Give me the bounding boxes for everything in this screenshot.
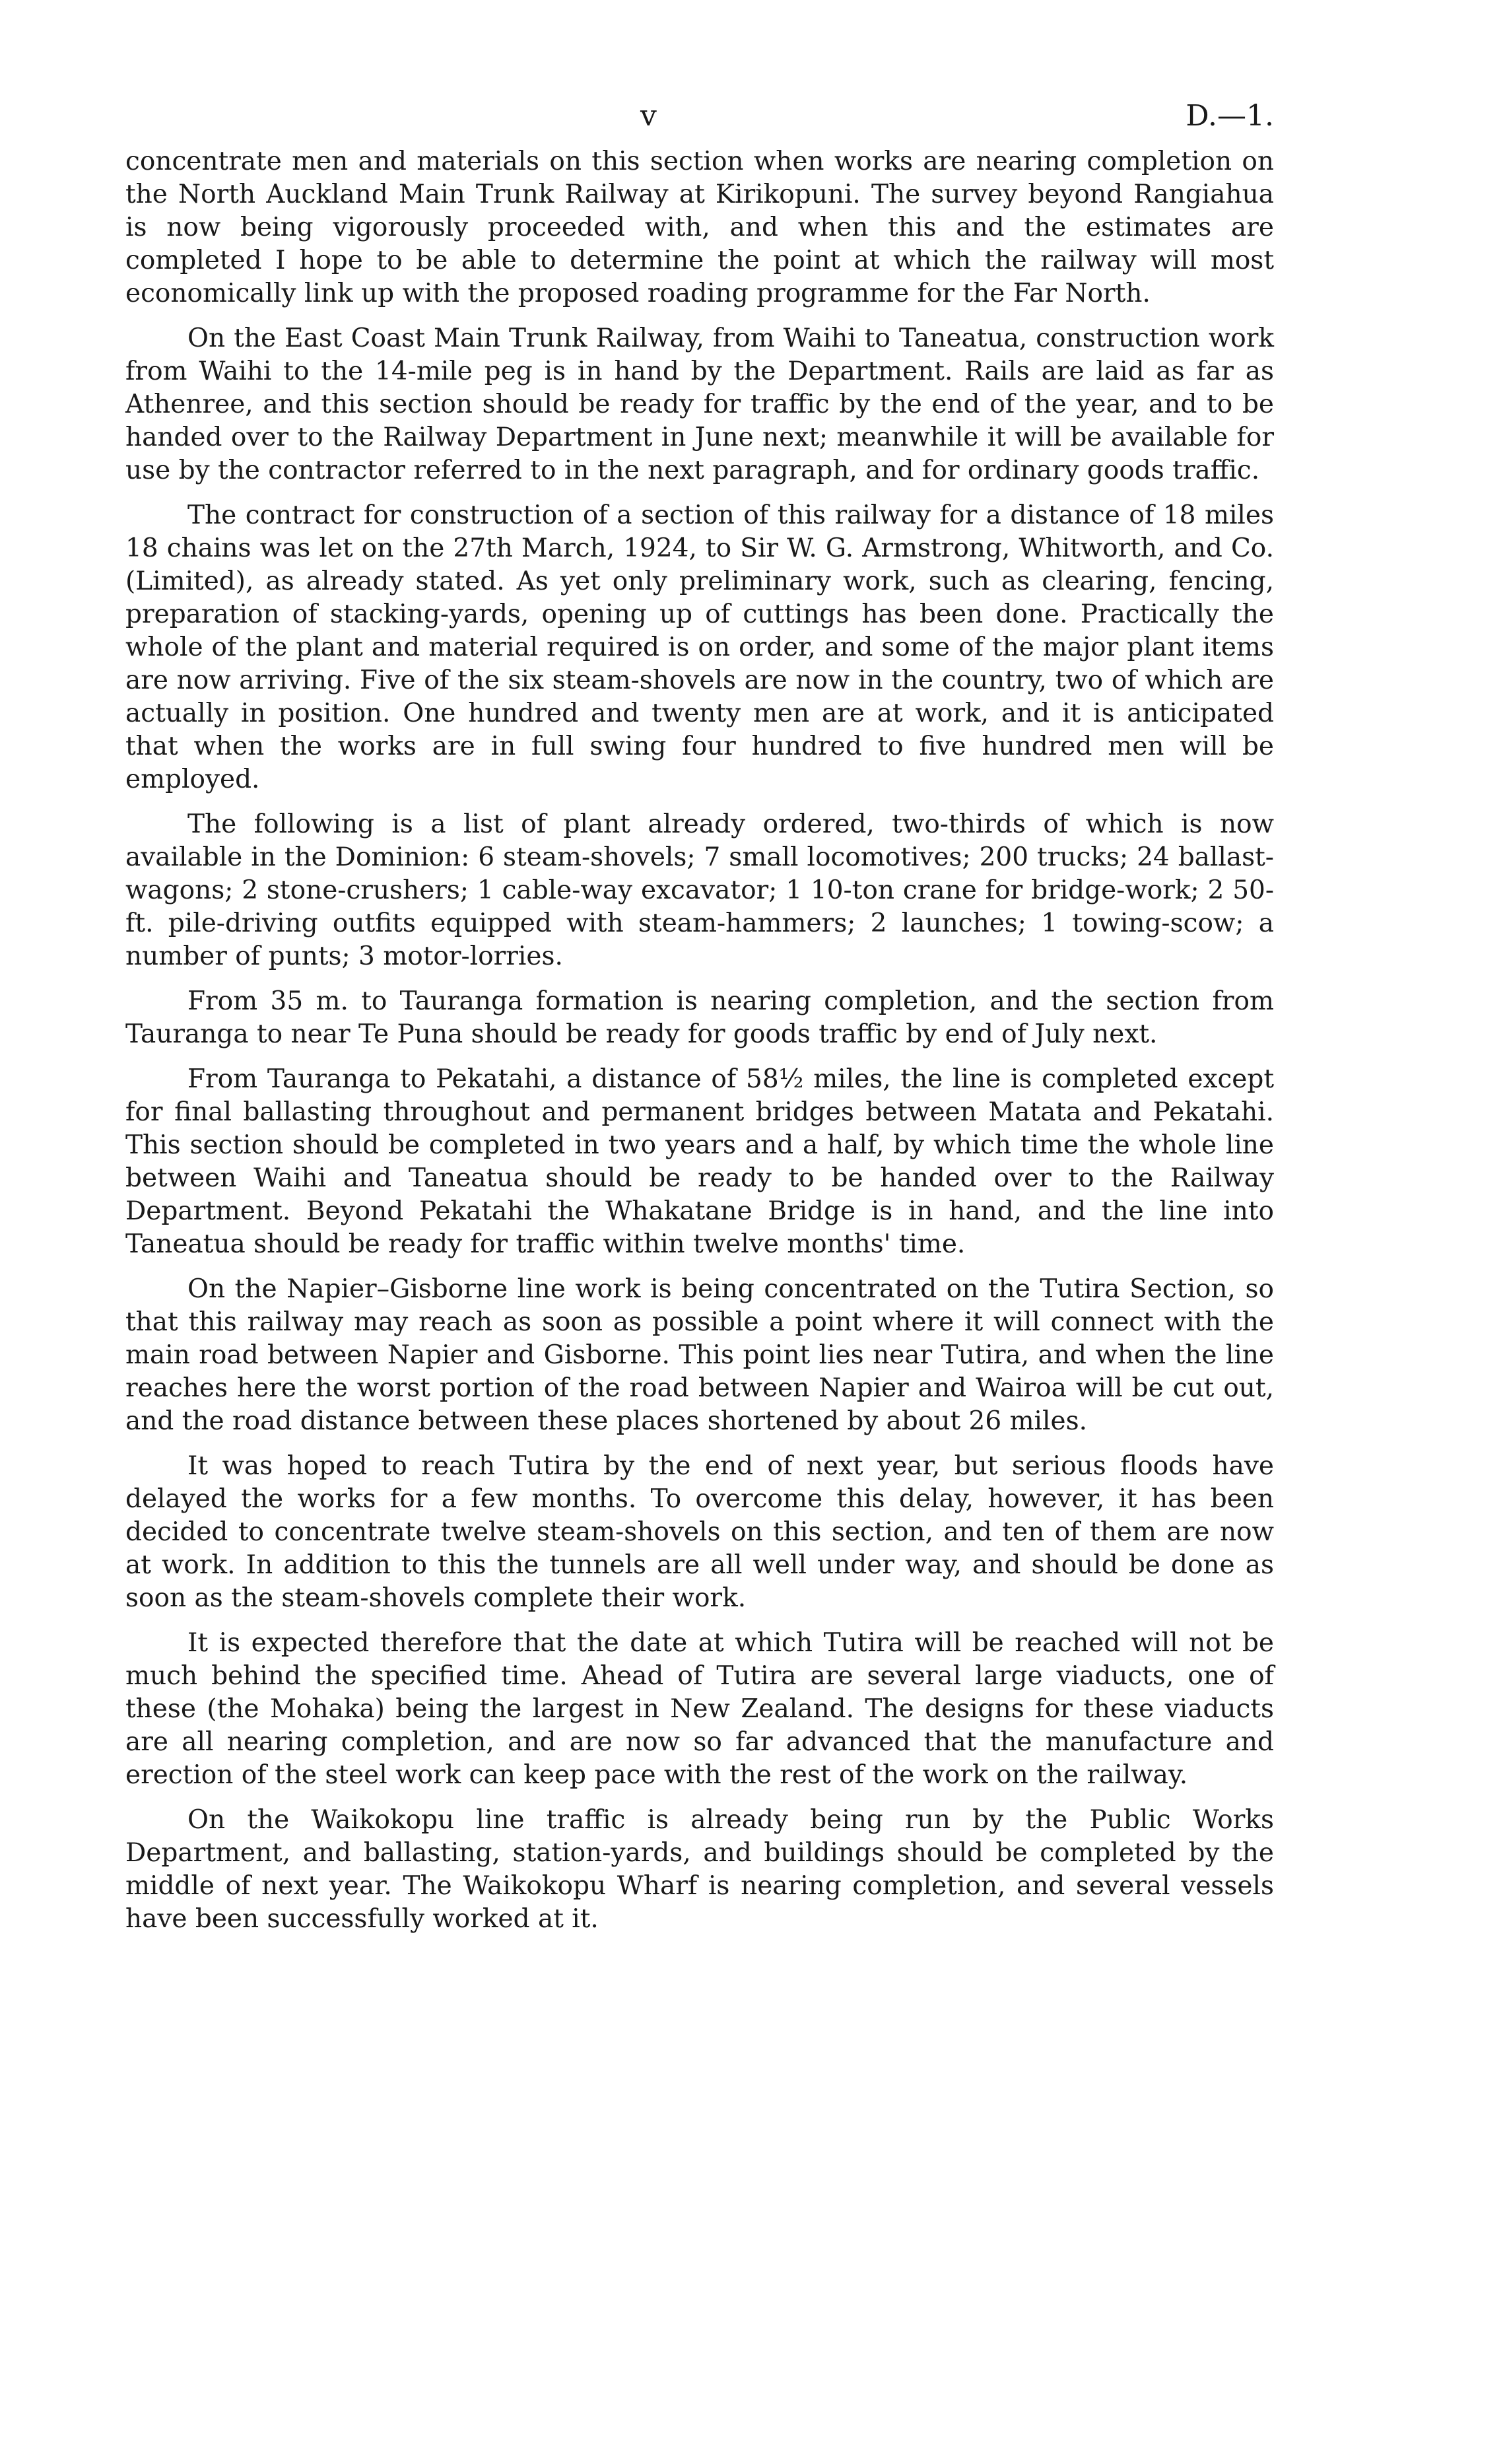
paragraph-waikokopu: On the Waikokopu line traffic is already being run by the Public Works Department, and ballasting, station-yards, and buildings should be completed by the middle of next year. The Waikokopu Wharf is nearing completion, and several vessels have been successfully worked at it. (125, 1805, 1274, 1934)
paragraph-continuation: concentrate men and materials on this section when works are nearing completion on the North Auckland Main Trunk Railway at Kirikopuni. The survey beyond Rangiahua is now being vigorously proceeded with, and when this and the estimates are completed I hope to be able to determine the point at which the railway will most economically link up with the proposed roading programme for the Far North. (125, 147, 1274, 308)
paragraph-tutira-floods: It was hoped to reach Tutira by the end of next year, but serious floods have delayed the works for a few months. To overcome this delay, however, it has been decided to concentrate twelve steam-shovels on this section, and ten of them are now at work. In addition to this the tunnels are all well under way, and should be done as soon as the steam-shovels complete their work. (125, 1451, 1274, 1613)
paragraph-armstrong-contract: The contract for construction of a section of this railway for a distance of 18 miles 18 chains was let on the 27th March, 1924, to Sir W. G. Armstrong, Whitworth, and Co. (Limited), as already stated. As yet only preliminary work, such as clearing, fencing, preparation of stacking-yards, opening up of cuttings has been done. Practically the whole of the plant and material required is on order, and some of the major plant items are now arriving. Five of the six steam-shovels are now in the country, two of which are actually in position. One hundred and twenty men are at work, and it is anticipated that when the works are in full swing four hundred to five hundred men will be employed. (125, 500, 1274, 794)
document-reference: D.—1. (1186, 99, 1274, 133)
paragraph-east-coast-railway: On the East Coast Main Trunk Railway, from Waihi to Taneatua, construction work from Waihi to the 14-mile peg is in hand by the Department. Rails are laid as far as Athenree, and this section should be ready for traffic by the end of the year, and to be handed over to the Railway Department in June next; meanwhile it will be available for use by the contractor referred to in the next paragraph, and for ordinary goods traffic. (125, 324, 1274, 485)
paragraph-tauranga-formation: From 35 m. to Tauranga formation is nearing completion, and the section from Tauranga to near Te Puna should be ready for goods traffic by end of July next. (125, 986, 1274, 1049)
paragraph-napier-gisborne: On the Napier–Gisborne line work is being concentrated on the Tutira Section, so that this railway may reach as soon as possible a point where it will connect with the main road between Napier and Gisborne. This point lies near Tutira, and when the line reaches here the worst portion of the road between Napier and Wairoa will be cut out, and the road distance between these places shortened by about 26 miles. (125, 1274, 1274, 1436)
paragraph-plant-list: The following is a list of plant already ordered, two-thirds of which is now available in the Dominion: 6 steam-shovels; 7 small locomotives; 200 trucks; 24 ballast-wagons; 2 stone-crushers; 1 cable-way excavator; 1 10-ton crane for bridge-work; 2 50-ft. pile-driving outfits equipped with steam-hammers; 2 launches; 1 towing-scow; a number of punts; 3 motor-lorries. (125, 809, 1274, 971)
document-page (125, 92, 1274, 1948)
paragraph-viaducts: It is expected therefore that the date at which Tutira will be reached will not be much behind the specified time. Ahead of Tutira are several large viaducts, one of these (the Mohaka) being the largest in New Zealand. The designs for these viaducts are all nearing completion, and are now so far advanced that the manufacture and erection of the steel work can keep pace with the rest of the work on the railway. (125, 1628, 1274, 1790)
page-number: v (640, 99, 658, 133)
paragraph-tauranga-pekatahi: From Tauranga to Pekatahi, a distance of 58½ miles, the line is completed except for final ballasting throughout and permanent bridges between Matata and Pekatahi. This section should be completed in two years and a half, by which time the whole line between Waihi and Taneatua should be ready to be handed over to the Railway Department. Beyond Pekatahi the Whakatane Bridge is in hand, and the line into Taneatua should be ready for traffic within twelve months' time. (125, 1064, 1274, 1259)
body-text (125, 145, 1274, 1936)
page-header (125, 92, 1274, 145)
